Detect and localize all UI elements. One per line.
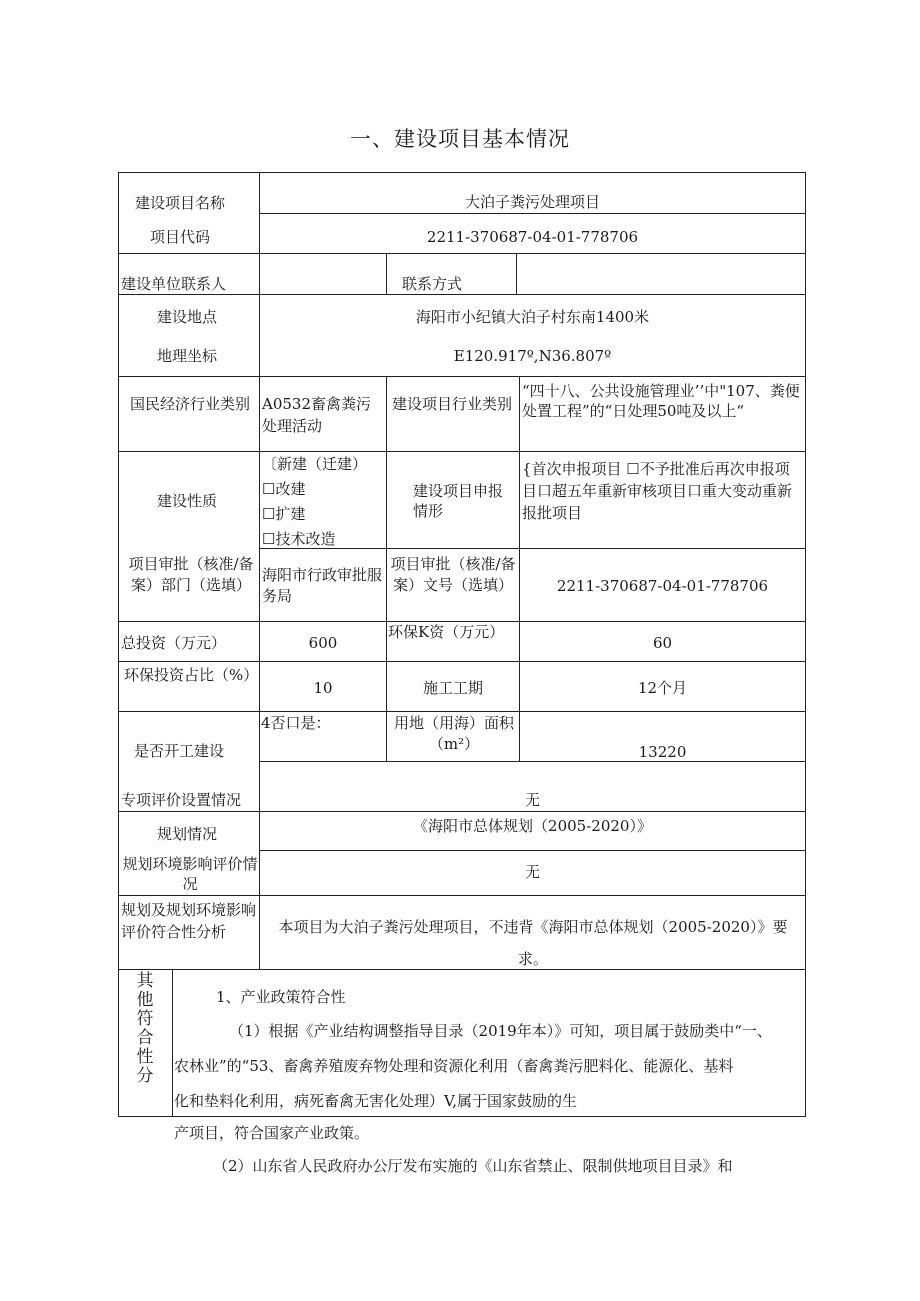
nature-option-tech: ☐技术改造 [262,530,336,548]
project-name-label: 建设项目名称 [135,194,226,212]
industry-sector-value: “四十八、公共设施管理业’’中"107、粪便处置工程”的“日处理50吨及以上“ [522,382,800,420]
other-line-3: 化和垫料化利用，病死畜禽无害化处理）V,属于国家鼓励的生 [174,1092,577,1110]
other-line-2: 农林业”的“53、畜禽养殖废弃物处理和资源化利用（畜禽粪污肥料化、能源化、基料 [174,1057,734,1075]
apply-label: 建设项目申报情形 [413,482,504,520]
project-code-label: 项目代码 [150,228,211,246]
planning-label: 规划情况 [157,825,218,843]
plan-env-label: 规划环境影响评价情况 [122,855,258,893]
plan-env-value: 无 [524,863,540,881]
nature-option-expand: ☐扩建 [262,505,306,523]
industry-sector-label: 建设项目行业类别 [392,395,513,413]
approval-doc-value: 2211-370687-04-01-778706 [556,577,769,595]
area-label: 用地（用海）面积（m²） [393,714,514,753]
period-label: 施工工期 [422,679,483,697]
period-value: 12个月 [637,679,688,697]
special-eval-value: 无 [524,791,540,809]
started-label: 是否开工建设 [134,742,225,760]
other-conformity-label: 其他符合性分 [136,971,154,1086]
industry-label: 国民经济行业类别 [129,395,250,413]
ratio-value: 10 [313,679,333,697]
apply-value: {首次申报项目 ☐不予批准后再次申报项目口超五年重新审核项目口重大变动重新报批项目 [522,460,793,522]
coords-label: 地理坐标 [157,347,218,365]
planning-value: 《海阳市总体规划（2005-2020）》 [413,817,652,835]
other-line-1: （1）根据《产业结构调整指导目录（2019年本）》可知，项目属于鼓励类中“一、 [229,1022,772,1040]
area-value: 13220 [638,743,687,761]
coords-value: E120.917º,N36.807º [453,347,612,365]
nature-label: 建设性质 [157,492,218,510]
body-line-2: （2）山东省人民政府办公厅发布实施的《山东省禁止、限制供地项目目录》和 [213,1157,733,1175]
plan-conformity-label: 规划及规划环境影响评价符合性分析 [121,901,257,941]
approval-dept-label: 项目审批（核准/备案）部门（选填） [128,555,254,594]
approval-dept-value: 海阳市行政审批服务局 [262,566,383,605]
contact-method-label: 联系方式 [402,275,463,293]
approval-doc-label: 项目审批（核准/备案）文号（选填） [390,555,516,594]
nature-option-new: 〔新建（迁建） [262,455,368,473]
project-name-value: 大泊子粪污处理项目 [464,193,600,211]
body-line-1: 产项目，符合国家产业政策。 [174,1124,370,1142]
investment-label: 总投资（万元） [121,634,227,652]
env-investment-value: 60 [652,634,673,652]
env-investment-label: 环保K资（万元） [388,623,505,641]
industry-value: A0532畜禽粪污处理活动 [262,395,372,435]
location-label: 建设地点 [157,308,218,326]
started-value: 4否口是： [261,714,331,732]
plan-conformity-value: 本项目为大泊子粪污处理项目，不违背《海阳市总体规划（2005-2020）》要求。 [278,918,788,968]
contact-label: 建设单位联系人 [121,275,227,293]
investment-value: 600 [308,634,338,652]
location-value: 海阳市小纪镇大泊子村东南1400米 [415,308,650,326]
nature-option-rebuild: ☐改建 [262,480,306,498]
other-heading: 1、产业政策符合性 [216,988,346,1006]
special-eval-label: 专项评价设置情况 [121,791,242,809]
project-code-value: 2211-370687-04-01-778706 [426,228,639,246]
ratio-label: 环保投资占比（%） [124,666,259,684]
page-title: 一、建设项目基本情况 [350,127,570,151]
